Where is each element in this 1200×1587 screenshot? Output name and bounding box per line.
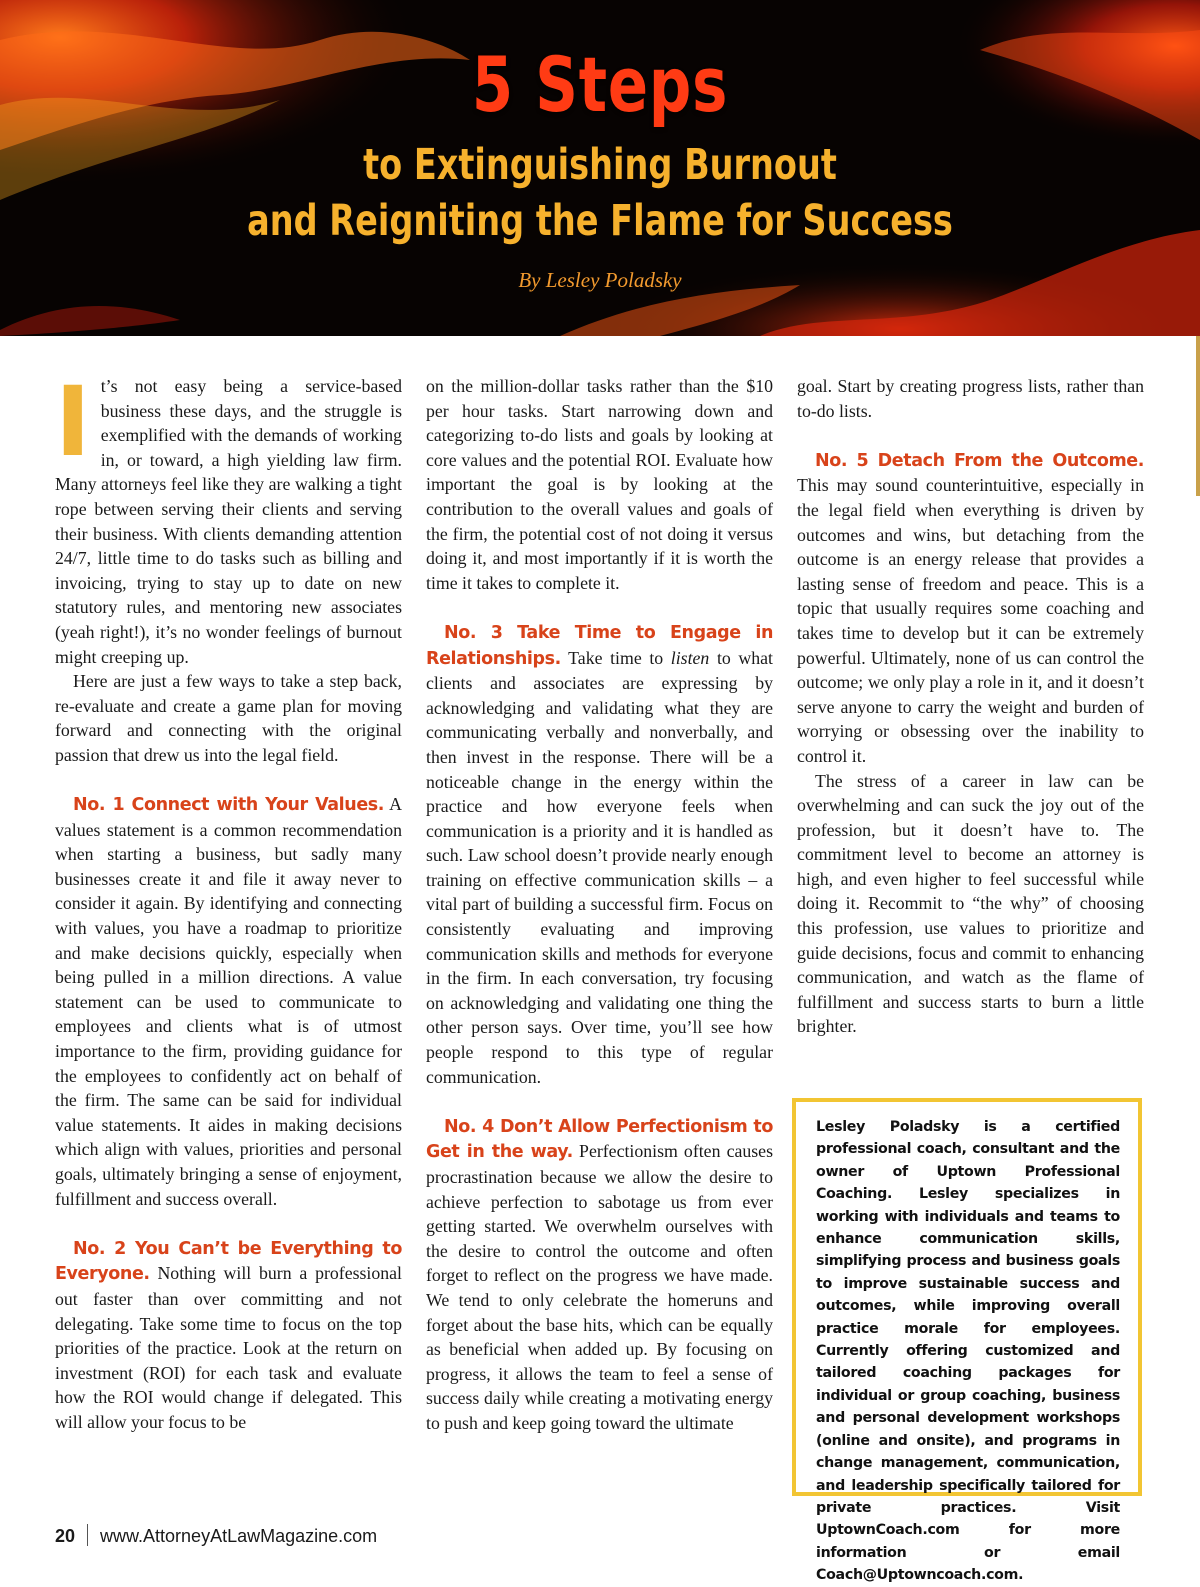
step-2-heading: No. 2 You Can’t be Everything to Everyone. [55, 1238, 402, 1285]
step-3-body-a: Take time to [560, 647, 671, 668]
author-bio-box [792, 1098, 1142, 1584]
step-2-paragraph [55, 1236, 402, 1435]
step-5-body: This may sound counterintuitive, especially in the legal field when everything is driven by outcomes and wins, but detaching from the outcome is an energy release that provides a lasting sense of freedom and peace. This is a topic that usually requires some coaching and takes time to develop but it can be extremely powerful. Ultimately, none of us can control the outcome; we only play a role in it, and it doesn’t serve anyone to carry the weight and burden of worrying or obsessing over the inability to control it. [797, 475, 1144, 766]
footer-website: www.AttorneyAtLawMagazine.com [100, 1526, 378, 1546]
article-title: 5 Steps [471, 40, 729, 129]
footer-divider [87, 1524, 88, 1546]
step-3-heading: No. 3 Take Time to Engage in Relationships. [426, 622, 773, 669]
page-footer [55, 1524, 377, 1554]
article-subtitle-line1: to Extinguishing Burnout [363, 140, 837, 190]
author-bio-text: Lesley Poladsky is a certified professional coach, consultant and the owner of Uptown Professional Coaching. Lesley specializes in working with individuals and teams to enhance communication skills, simplifying process and business goals to improve sustainable success and outcomes, while improving overall practice morale for employees. Currently offering customized and tailored coaching packages for individual or group coaching, business and personal development workshops (online and onsite), and programs in change management, communication, and leadership specifically tailored for private practices. Visit UptownCoach.com for more information or email Coach@Uptowncoach.com. [816, 1119, 1120, 1584]
step-2-body: Nothing will burn a professional out faster than over committing and not delegating. Take some time to focus on the top priorities of the practice. Look at the return on investment (ROI) for each task and evaluate how the ROI would change if delegated. This will allow your focus to be [55, 1263, 402, 1432]
page-edge-accent [1196, 336, 1200, 496]
byline: By Lesley Poladsky [518, 268, 682, 292]
step-1-heading: No. 1 Connect with Your Values. [73, 795, 385, 816]
step-4-heading: No. 4 Don’t Allow Perfectionism to Get in the way. [426, 1116, 773, 1163]
header-banner [0, 0, 1200, 336]
step-5-paragraph [797, 448, 1144, 769]
page-number: 20 [55, 1526, 76, 1546]
step-1-body: A values statement is a common recommendation when starting a business, but sadly many businesses create it and file it away never to consider it again. By identifying and connecting with values, you have a roadmap to prioritize and make decisions quickly, especially when being pulled in a million directions. A value statement can be used to communicate to employees and clients what is of utmost importance to the firm, providing guidance for the employees to confidently act on behalf of the firm. The same can be said for individual value statements. It aides in making decisions which align with values, priorities and personal goals, ultimately bringing a sense of enjoyment, fulfillment and success overall. [55, 794, 402, 1209]
article-subtitle-line2: and Reigniting the Flame for Success [247, 196, 953, 246]
closing-paragraph: The stress of a career in law can be overwhelming and can suck the joy out of the profession, but it doesn’t have to. The commitment level to become an attorney is high, and even higher to feel successful while doing it. Recommit to “the why” of choosing this profession, use values to prioritize and guide decisions, focus and commit to enhancing communication, and watch as the flame of fulfillment and success starts to burn a little brighter. [797, 770, 1144, 1037]
column-1 [55, 366, 402, 1435]
column-2 [426, 374, 773, 1436]
step-4-paragraph [426, 1114, 773, 1436]
paragraph: Here are just a few ways to take a step back, re-evaluate and create a game plan for moving forward and connecting with the original passion that drew us into the legal field. [55, 671, 402, 765]
step-3-emphasis: listen [670, 647, 710, 668]
step-4-body: Perfectionism often causes procrastination because we allow the desire to achieve perfection to sabotage us from ever getting started. We overwhelm ourselves with the desire to control the outcome and often forget to reflect on the progress we have made. We tend to only celebrate the homeruns and forget about the base hits, which can be equally as beneficial when added up. By focusing on progress, it allows the team to feel a sense of success daily while creating a motivating energy to push and keep going toward the ultimate [426, 1141, 773, 1433]
intro-text: t’s not easy being a service-based business these days, and the struggle is exemplified with the demands of working in, or toward, a high yielding law firm. Many attorneys feel like they are walking a tight rope between serving their clients and serving their business. With clients demanding attention 24/7, little time to do tasks such as billing and invoicing, trying to stay up to date on new statutory rules, and mentoring new associates (yeah right!), it’s no wonder feelings of burnout might creeping up. [55, 376, 402, 667]
continued-paragraph: goal. Start by creating progress lists, rather than to-do lists. [797, 376, 1144, 421]
step-1-paragraph [55, 792, 402, 1211]
step-3-paragraph [426, 620, 773, 1089]
continued-paragraph: on the million-dollar tasks rather than the $10 per hour tasks. Start narrowing down and categorizing to-do lists and goals by looking at core values and the potential ROI. Evaluate how important the goal is by looking at the contribution to the overall values and goals of the firm, the potential cost of not doing it versus doing it, and most importantly if it is worth the time it takes to complete it. [426, 376, 773, 593]
intro-paragraph [55, 366, 402, 669]
drop-cap: I [55, 366, 91, 478]
step-3-body-b: to what clients and associates are expressing by acknowledging and validating what they are communicating verbally and nonverbally, and then invest in the response. There will be a noticeable change in the energy within the practice and how everyone feels when communication is a priority and it is handled as such. Law school doesn’t provide nearly enough training on effective communication skills – a vital part of building a successful firm. Focus on consistently evaluating and improving communication skills and methods for everyone in the firm. In each conversation, try focusing on acknowledging and validating one thing the other person says. Over time, you’ll see how people respond to this type of regular communication. [426, 647, 773, 1087]
step-5-heading: No. 5 Detach From the Outcome. [815, 450, 1144, 471]
column-3 [797, 374, 1144, 1039]
